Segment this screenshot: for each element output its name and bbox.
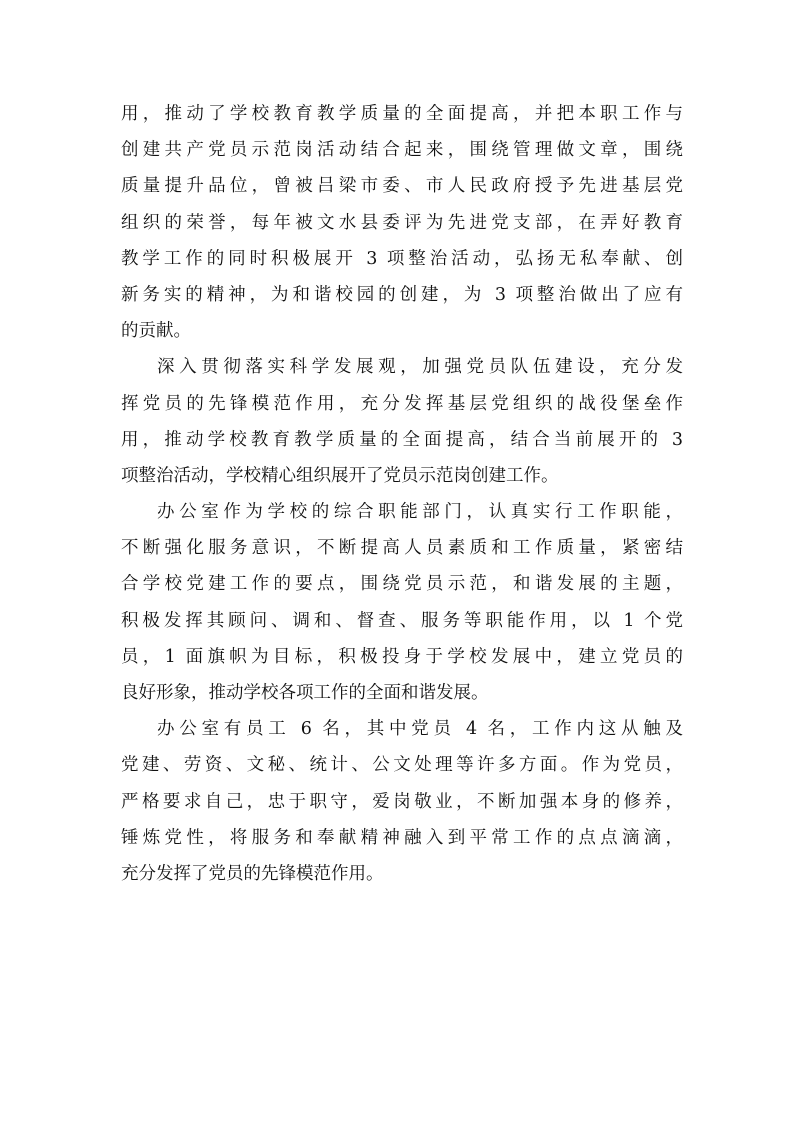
- text-line: 的贡献。: [121, 321, 191, 342]
- text-line: 项整治活动，学校精心组织展开了党员示范岗创建工作。: [121, 465, 559, 486]
- text-line: 党建、劳资、文秘、统计、公文处理等许多方面。作为党员，: [121, 755, 683, 776]
- text-line: 组织的荣誉，每年被文水县委评为先进党支部，在弄好教育: [121, 212, 683, 233]
- text-line: 深入贯彻落实科学发展观，加强党员队伍建设，充分发: [157, 357, 683, 378]
- text-line: 挥党员的先锋模范作用，充分发挥基层党组织的战役堡垒作: [121, 393, 683, 414]
- text-line: 不断强化服务意识，不断提高人员素质和工作质量，紧密结: [121, 538, 683, 559]
- text-line: 用，推动了学校教育教学质量的全面提高，并把本职工作与: [121, 104, 683, 124]
- text-line: 员，1 面旗帜为目标，积极投身于学校发展中，建立党员的: [121, 646, 683, 667]
- paragraph-3: [121, 494, 683, 711]
- paragraph-4: [121, 711, 683, 892]
- text-line: 充分发挥了党员的先锋模范作用。: [121, 863, 384, 884]
- text-line: 质量提升品位，曾被吕梁市委、市人民政府授予先进基层党: [121, 176, 683, 197]
- text-line: 办公室作为学校的综合职能部门，认真实行工作职能，: [157, 502, 683, 523]
- document-body: [121, 96, 683, 892]
- text-line: 锤炼党性，将服务和奉献精神融入到平常工作的点点滴滴，: [121, 827, 683, 848]
- text-line: 教学工作的同时积极展开 3 项整治活动，弘扬无私奉献、创: [121, 248, 683, 269]
- text-line: 严格要求自己，忠于职守，爱岗敬业，不断加强本身的修养，: [121, 791, 683, 812]
- text-line: 创建共产党员示范岗活动结合起来，围绕管理做文章，围绕: [121, 140, 683, 161]
- text-line: 合学校党建工作的要点，围绕党员示范，和谐发展的主题，: [121, 574, 683, 595]
- text-line: 积极发挥其顾问、调和、督查、服务等职能作用，以 1 个党: [121, 610, 683, 631]
- text-line: 用，推动学校教育教学质量的全面提高，结合当前展开的 3: [121, 429, 683, 450]
- text-line: 良好形象，推动学校各项工作的全面和谐发展。: [121, 683, 489, 703]
- paragraph-1: [121, 96, 683, 349]
- text-line: 新务实的精神，为和谐校园的创建，为 3 项整治做出了应有: [121, 284, 683, 305]
- text-line: 办公室有员工 6 名，其中党员 4 名，工作内这从触及: [157, 719, 683, 740]
- paragraph-2: [121, 349, 683, 494]
